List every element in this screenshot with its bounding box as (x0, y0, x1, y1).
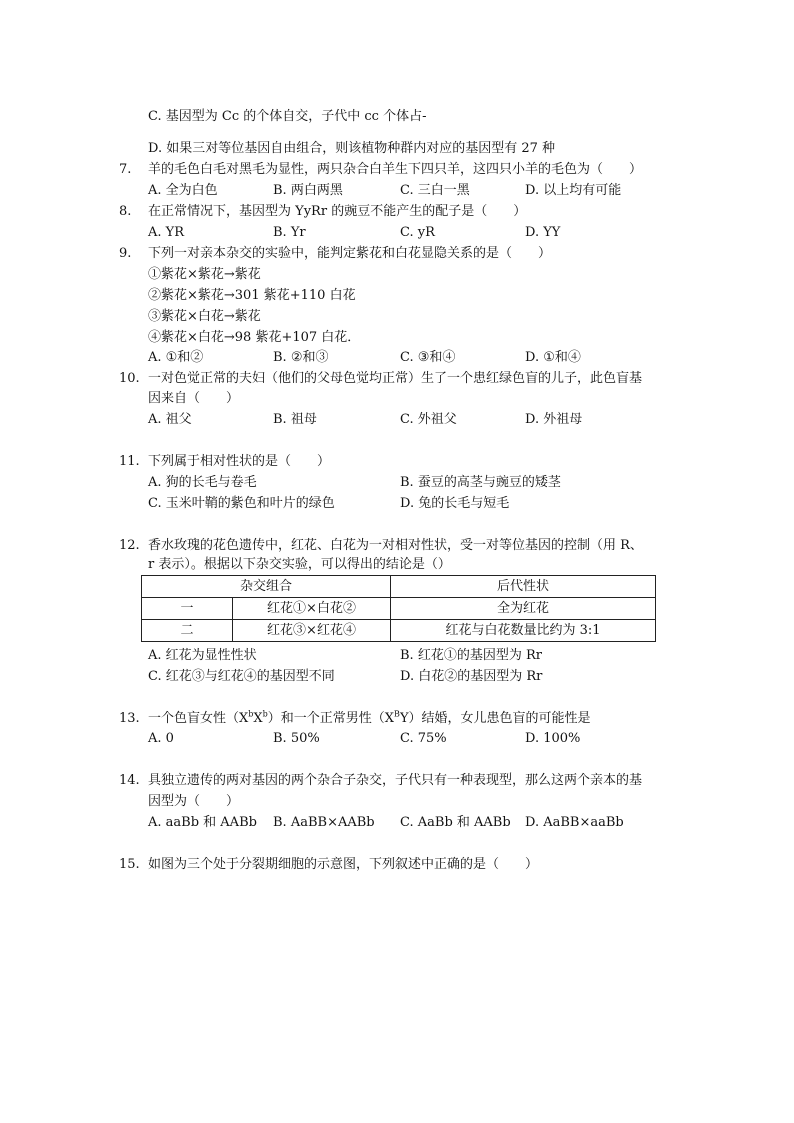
q9-item-1: ①紫花×紫花→紫花 (148, 267, 261, 282)
q13-number: 13. (119, 711, 140, 726)
table-row (142, 598, 656, 620)
q14-stem-line2: 因型为（ ） (148, 794, 240, 809)
q11-number: 11. (119, 454, 140, 469)
q9-option-d: D. ①和④ (525, 350, 581, 365)
q13-stem-part: Y）结婚，女儿患色盲的可能性是 (399, 711, 591, 726)
q9-item-2: ②紫花×紫花→301 紫花+110 白花 (148, 288, 356, 303)
q7-stem: 羊的毛色白毛对黑毛为显性，两只杂合白羊生下四只羊，这四只小羊的毛色为（ ） (148, 162, 643, 177)
q12-stem-line1: 香水玫瑰的花色遗传中，红花、白花为一对相对性状，受一对等位基因的控制（用 R、 (148, 538, 643, 553)
q8-stem: 在正常情况下，基因型为 YyRr 的豌豆不能产生的配子是（ ） (148, 204, 527, 219)
q6-option-c: C. 基因型为 Cc 的个体自交，子代中 cc 个体占- (148, 109, 427, 124)
table-cell-result: 全为红花 (391, 598, 656, 620)
q7-option-a: A. 全为白色 (148, 183, 218, 198)
q8-number: 8. (119, 204, 132, 219)
q10-option-b: B. 祖母 (273, 412, 317, 427)
q7-option-c: C. 三白一黑 (400, 183, 470, 198)
q10-number: 10. (119, 371, 140, 386)
q14-option-a: A. aaBb 和 AABb (148, 815, 257, 830)
table-cell-result: 红花与白花数量比约为 3:1 (391, 620, 656, 642)
q9-number: 9. (119, 246, 132, 261)
q7-number: 7. (119, 162, 132, 177)
table-cell-group: 一 (142, 598, 233, 620)
q15-stem: 如图为三个处于分裂期细胞的示意图，下列叙述中正确的是（ ） (148, 857, 539, 872)
q12-option-c: C. 红花③与红花④的基因型不同 (148, 669, 335, 684)
table-header-result: 后代性状 (391, 576, 656, 598)
q10-option-c: C. 外祖父 (400, 412, 457, 427)
q14-option-b: B. AaBB×AABb (273, 815, 375, 830)
q11-option-b: B. 蚕豆的高茎与豌豆的矮茎 (400, 475, 561, 490)
q12-cross-table (141, 575, 656, 642)
table-cell-cross: 红花①×白花② (233, 598, 391, 620)
q12-stem-line2: r 表示）。根据以下杂交实验，可以得出的结论是（） (148, 557, 451, 572)
q13-option-d: D. 100% (525, 731, 581, 746)
q8-option-d: D. YY (525, 225, 561, 240)
q15-number: 15. (119, 857, 140, 872)
q13-stem (148, 711, 591, 727)
q9-item-3: ③紫花×白花→紫花 (148, 309, 261, 324)
q13-sup: B (394, 709, 400, 719)
q13-option-c: C. 75% (400, 731, 447, 746)
q8-option-b: B. Yr (273, 225, 306, 240)
q12-option-b: B. 红花①的基因型为 Rr (400, 648, 542, 663)
q13-stem-part: X (253, 711, 263, 726)
q11-stem: 下列属于相对性状的是（ ） (148, 454, 331, 469)
q9-option-b: B. ②和③ (273, 350, 329, 365)
q10-stem-line2: 因来自（ ） (148, 391, 240, 406)
q8-option-c: C. yR (400, 225, 435, 240)
q14-number: 14. (119, 773, 140, 788)
table-header-cross: 杂交组合 (142, 576, 391, 598)
q9-option-c: C. ③和④ (400, 350, 456, 365)
q10-option-a: A. 祖父 (148, 412, 192, 427)
q13-sup: b (262, 709, 268, 719)
table-cell-group: 二 (142, 620, 233, 642)
q12-option-a: A. 红花为显性性状 (148, 648, 257, 663)
q13-option-b: B. 50% (273, 731, 320, 746)
q13-stem-part: 一个色盲女性（X (148, 711, 249, 726)
q11-option-a: A. 狗的长毛与卷毛 (148, 475, 257, 490)
q9-item-4: ④紫花×白花→98 紫花+107 白花． (148, 330, 361, 345)
q12-option-d: D. 白花②的基因型为 Rr (400, 669, 543, 684)
q9-stem: 下列一对亲本杂交的实验中，能判定紫花和白花显隐关系的是（ ） (148, 246, 552, 261)
q8-option-a: A. YR (148, 225, 185, 240)
table-row (142, 620, 656, 642)
q13-option-a: A. 0 (148, 731, 174, 746)
q7-option-d: D. 以上均有可能 (525, 183, 622, 198)
q13-stem-part: ）和一个正常男性（X (267, 711, 395, 726)
q10-stem-line1: 一对色觉正常的夫妇（他们的父母色觉均正常）生了一个患红绿色盲的儿子，此色盲基 (148, 371, 643, 386)
q10-option-d: D. 外祖母 (525, 412, 583, 427)
q14-option-d: D. AaBB×aaBb (525, 815, 624, 830)
table-cell-cross: 红花③×红花④ (233, 620, 391, 642)
table-header-row (142, 576, 656, 598)
q6-option-d: D. 如果三对等位基因自由组合，则该植物种群内对应的基因型有 27 种 (148, 141, 556, 156)
q12-number: 12. (119, 538, 140, 553)
q9-option-a: A. ①和② (148, 350, 204, 365)
q11-option-d: D. 兔的长毛与短毛 (400, 496, 510, 511)
q13-sup: b (248, 709, 254, 719)
q11-option-c: C. 玉米叶鞘的紫色和叶片的绿色 (148, 496, 335, 511)
q14-option-c: C. AaBb 和 AABb (400, 815, 511, 830)
q14-stem-line1: 具独立遗传的两对基因的两个杂合子杂交，子代只有一种表现型，那么这两个亲本的基 (148, 773, 643, 788)
q7-option-b: B. 两白两黑 (273, 183, 343, 198)
